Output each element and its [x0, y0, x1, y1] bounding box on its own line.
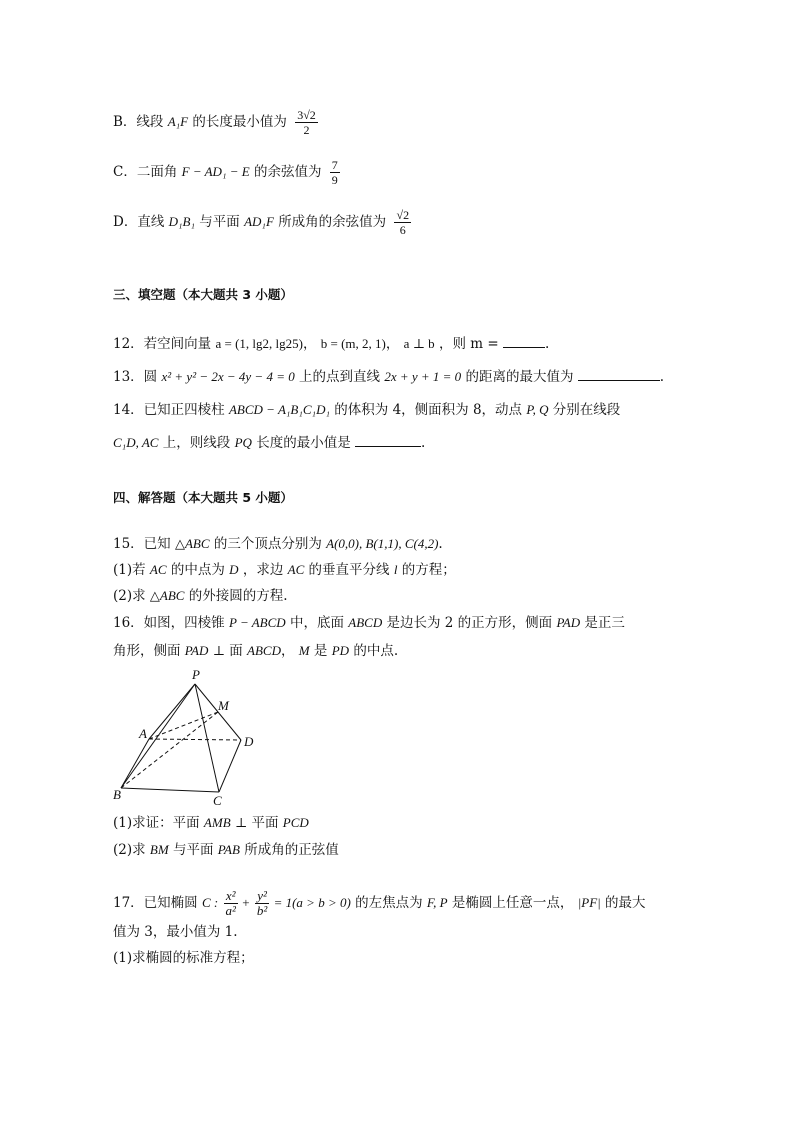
- point-m: M: [298, 643, 310, 658]
- q16-mid: 中，底面: [289, 615, 344, 631]
- q16b-prefix: 角形，侧面: [113, 643, 181, 659]
- segment-bm: BM: [149, 842, 169, 857]
- question-16-part-2: [113, 840, 339, 860]
- distance-pf: |PF|: [577, 895, 601, 910]
- q16-2-mid: 与平面: [173, 842, 214, 858]
- q13-question: 的距离的最大值为: [465, 369, 574, 385]
- q14-end: .: [421, 435, 426, 451]
- base-abcd: ABCD: [247, 643, 281, 658]
- dihedral-angle: F − AD₁ − E: [181, 164, 250, 179]
- answer-blank-q14[interactable]: [355, 432, 421, 447]
- q16-prefix: 16．如图，四棱锥: [113, 615, 225, 631]
- fraction-numerator: x²: [224, 889, 238, 904]
- plane-pab: PAB: [217, 842, 240, 857]
- option-d-fraction: [394, 208, 411, 237]
- line-d1b1: D₁B₁: [168, 214, 195, 229]
- perpendicular-condition: a ⊥ b: [403, 336, 435, 351]
- q16-2-post: 所成角的正弦值: [244, 842, 339, 858]
- q15-end: .: [438, 536, 443, 552]
- line-equation: 2x + y + 1 = 0: [384, 369, 462, 384]
- segments-c1d-ac: C₁D, AC: [113, 435, 159, 450]
- label-c: C: [213, 793, 222, 808]
- question-17: [113, 889, 646, 918]
- q15a-prefix: (1)若: [113, 562, 146, 578]
- question-15-part-2: [113, 586, 288, 606]
- fraction-numerator: 7: [331, 158, 338, 172]
- fraction-numerator: √2: [396, 208, 410, 222]
- label-p: P: [192, 667, 200, 682]
- side-ac: AC: [149, 562, 167, 577]
- option-d-text: 所成角的余弦值为: [278, 214, 387, 230]
- q16b-sep: ，: [280, 643, 295, 659]
- y-fraction: [255, 889, 269, 918]
- option-c-fraction: [330, 158, 340, 187]
- fraction-denominator: b²: [256, 903, 268, 918]
- perp-symbol: ⊥: [212, 643, 225, 658]
- fraction-denominator: 9: [331, 173, 338, 187]
- edge-ab: [121, 739, 149, 788]
- segment-a1f: A₁F: [167, 114, 189, 129]
- prism-label: ABCD − A₁B₁C₁D₁: [228, 402, 330, 417]
- question-15-part-1: [113, 560, 456, 580]
- side-ac: AC: [287, 562, 305, 577]
- pyramid-figure: [108, 664, 268, 808]
- midpoint-d: D: [229, 562, 239, 577]
- q15a-mid3: 的垂直平分线: [308, 562, 390, 578]
- pyramid-label: P − ABCD: [228, 615, 286, 630]
- q12-separator: ，: [302, 336, 317, 352]
- q16-1-mid: 平面: [251, 815, 279, 831]
- q14-question: 长度的最小值是: [256, 435, 351, 451]
- q14-mid: 的体积为 4，侧面积为 8，动点: [334, 402, 523, 418]
- q16-mid2: 是边长为 2 的正方形，侧面: [386, 615, 553, 631]
- fraction-denominator: 6: [399, 223, 406, 237]
- vector-a: a = (1, lg2, lg25): [215, 336, 303, 351]
- q14-mid2: 上，则线段: [162, 435, 231, 451]
- q14-post: 分别在线段: [552, 402, 621, 418]
- option-b-prefix: B．线段: [113, 114, 164, 130]
- option-c-text: 的余弦值为: [253, 164, 322, 180]
- perp-symbol: ⊥: [234, 815, 248, 830]
- q16b-post: 的中点.: [353, 643, 399, 659]
- q16b-mid: 面: [229, 643, 243, 659]
- q12-separator: ，: [385, 336, 400, 352]
- side-pad: PAD: [556, 615, 581, 630]
- q16b-mid2: 是: [313, 643, 328, 659]
- question-17-part-1: (1)求椭圆的标准方程；: [113, 950, 254, 966]
- q15b-post: 的外接圆的方程.: [188, 588, 288, 604]
- q15a-mid2: ，求边: [242, 562, 284, 578]
- segment-pq: PQ: [234, 435, 252, 450]
- side-pad: PAD: [184, 643, 209, 658]
- line-l: l: [393, 562, 398, 577]
- triangle-abc: △ABC: [149, 588, 185, 603]
- circle-equation: x² + y² − 2x − 4y − 4 = 0: [161, 369, 295, 384]
- q12-prefix: 12．若空间向量: [113, 336, 212, 352]
- fraction-denominator: 2: [303, 123, 310, 137]
- fraction-numerator: y²: [255, 889, 269, 904]
- edge-pc: [195, 684, 219, 792]
- plane-pcd: PCD: [282, 815, 309, 830]
- q13-prefix: 13．圆: [113, 369, 158, 385]
- plane-amb: AMB: [203, 815, 231, 830]
- points-f-p: F, P: [426, 895, 448, 910]
- q13-mid: 上的点到直线: [299, 369, 381, 385]
- question-14: [113, 400, 620, 420]
- q15b-prefix: (2)求: [113, 588, 146, 604]
- question-16-cont: [113, 641, 398, 661]
- label-b: B: [113, 787, 121, 802]
- question-12: [113, 333, 549, 354]
- question-16-part-1: [113, 813, 309, 833]
- plus-sign: +: [242, 895, 250, 910]
- moving-points: P, Q: [526, 402, 549, 417]
- label-m: M: [218, 698, 229, 713]
- q15a-post: 的方程；: [401, 562, 456, 578]
- option-b: [113, 108, 318, 137]
- x-fraction: [224, 889, 238, 918]
- option-c: [113, 158, 340, 187]
- base-abcd: ABCD: [348, 615, 383, 630]
- triangle-vertices: A(0,0), B(1,1), C(4,2): [326, 536, 439, 551]
- q12-question: ，则 m =: [438, 336, 499, 352]
- label-a: A: [139, 726, 147, 741]
- q16-2-prefix: (2)求: [113, 842, 146, 858]
- question-15: [113, 534, 443, 554]
- section-heading-fill-in: 三、填空题（本大题共 3 小题）: [113, 287, 293, 302]
- option-d-mid: 与平面: [199, 214, 240, 230]
- q15a-mid1: 的中点为: [170, 562, 225, 578]
- q17-prefix: 17．已知椭圆: [113, 895, 198, 911]
- q15-prefix: 15．已知: [113, 536, 171, 552]
- triangle-abc: △ABC: [174, 536, 210, 551]
- q16-1-prefix: (1)求证：平面: [113, 815, 200, 831]
- q17-post: 的最大: [605, 895, 646, 911]
- ellipse-condition: = 1(a > b > 0): [273, 895, 351, 910]
- vector-b: b = (m, 2, 1): [320, 336, 386, 351]
- option-b-text: 的长度最小值为: [192, 114, 287, 130]
- answer-blank-q12[interactable]: [503, 333, 545, 348]
- edge-pa: [149, 684, 195, 739]
- q17-mid: 的左焦点为: [355, 895, 423, 911]
- fraction-denominator: a²: [225, 903, 236, 918]
- answer-blank-q13[interactable]: [578, 366, 660, 381]
- edge-cd: [219, 740, 241, 792]
- option-d: [113, 208, 411, 237]
- question-14-cont: [113, 432, 425, 453]
- ellipse-c: C :: [201, 895, 219, 910]
- q17-mid2: 是椭圆上任意一点，: [451, 895, 574, 911]
- plane-ad1f: AD₁F: [244, 214, 274, 229]
- question-13: [113, 366, 664, 387]
- option-c-prefix: C．二面角: [113, 164, 178, 180]
- option-b-fraction: [295, 108, 318, 137]
- option-d-prefix: D．直线: [113, 214, 165, 230]
- label-d: D: [244, 734, 254, 749]
- q12-end: .: [544, 336, 550, 352]
- q14-prefix: 14．已知正四棱柱: [113, 402, 225, 418]
- edge-ad-hidden: [149, 739, 241, 740]
- q16-post: 是正三: [584, 615, 625, 631]
- question-16: [113, 613, 625, 633]
- question-17-cont: 值为 3，最小值为 1.: [113, 924, 238, 940]
- q13-end: .: [659, 369, 665, 385]
- fraction-numerator: 3√2: [297, 108, 316, 122]
- section-heading-solutions: 四、解答题（本大题共 5 小题）: [113, 490, 293, 505]
- edge-bc: [121, 788, 219, 792]
- q15-mid: 的三个顶点分别为: [213, 536, 322, 552]
- segment-pd: PD: [331, 643, 350, 658]
